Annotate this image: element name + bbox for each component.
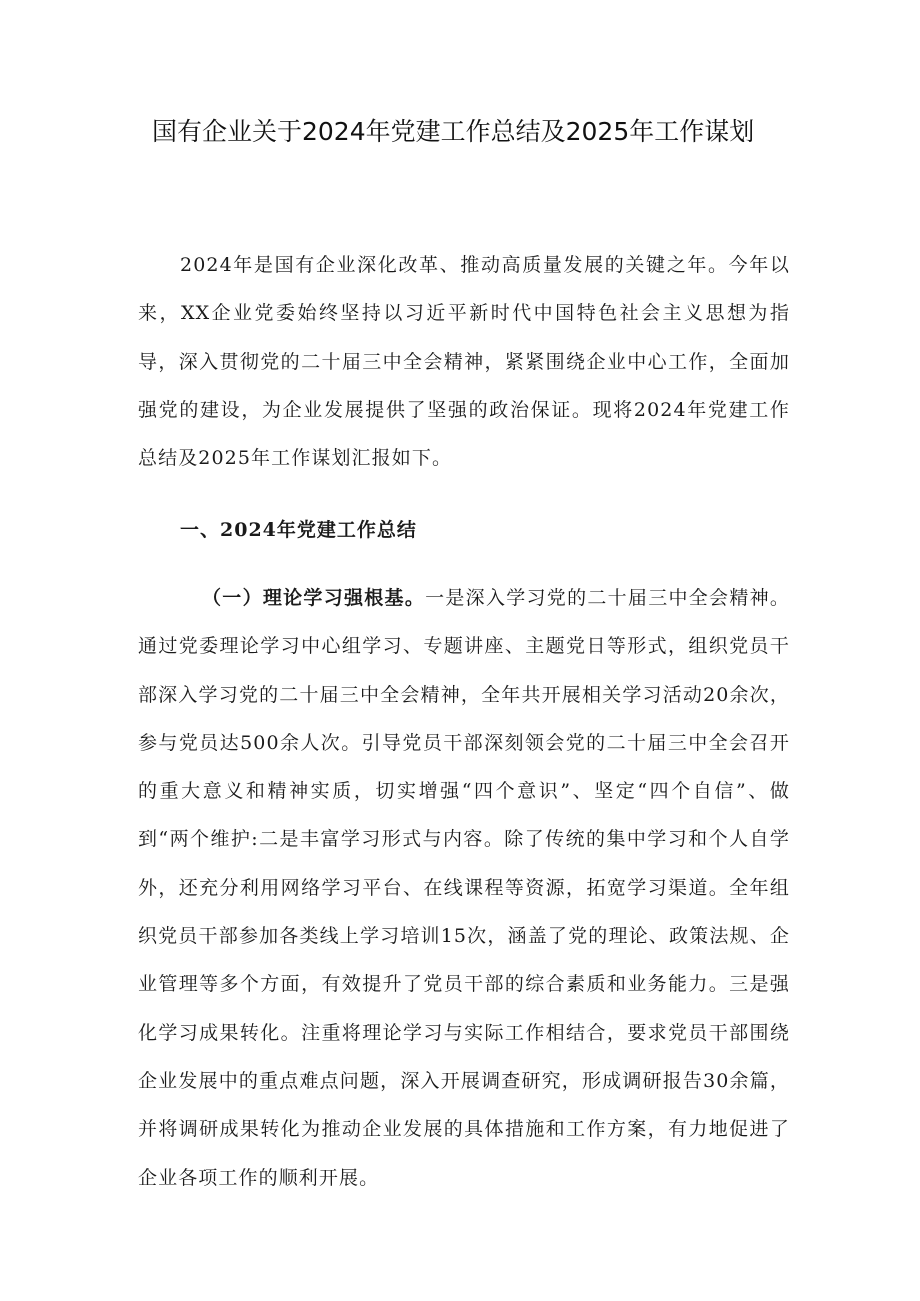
- subsection-paragraph: [138, 574, 790, 1202]
- subsection-text: 一是深入学习党的二十届三中全会精神。通过党委理论学习中心组学习、专题讲座、主题党日等形式，组织党员干部深入学习党的二十届三中全会精神，全年共开展相关学习活动20余次，参与党员达500余人次。引导党员干部深刻领会党的二十届三中全会召开的重大意义和精神实质，切实增强“四个意识”、坚定“四个自信”、做到“两个维护:二是丰富学习形式与内容。除了传统的集中学习和个人自学外，还充分利用网络学习平台、在线课程等资源，拓宽学习渠道。全年组织党员干部参加各类线上学习培训15次，涵盖了党的理论、政策法规、企业管理等多个方面，有效提升了党员干部的综合素质和业务能力。三是强化学习成果转化。注重将理论学习与实际工作相结合，要求党员干部围绕企业发展中的重点难点问题，深入开展调查研究，形成调研报告30余篇，并将调研成果转化为推动企业发展的具体措施和工作方案，有力地促进了企业各项工作的顺利开展。: [138, 587, 790, 1189]
- document-title: 国有企业关于2024年党建工作总结及2025年工作谋划: [152, 117, 755, 146]
- intro-paragraph: 2024年是国有企业深化改革、推动高质量发展的关键之年。今年以来，XX企业党委始终坚持以习近平新时代中国特色社会主义思想为指导，深入贯彻党的二十届三中全会精神，紧紧围绕企业中心工作，全面加强党的建设，为企业发展提供了坚强的政治保证。现将2024年党建工作总结及2025年工作谋划汇报如下。: [138, 254, 790, 470]
- section-heading: 一、2024年党建工作总结: [180, 519, 417, 541]
- subsection-lead: （一）理论学习强根基。: [202, 587, 426, 609]
